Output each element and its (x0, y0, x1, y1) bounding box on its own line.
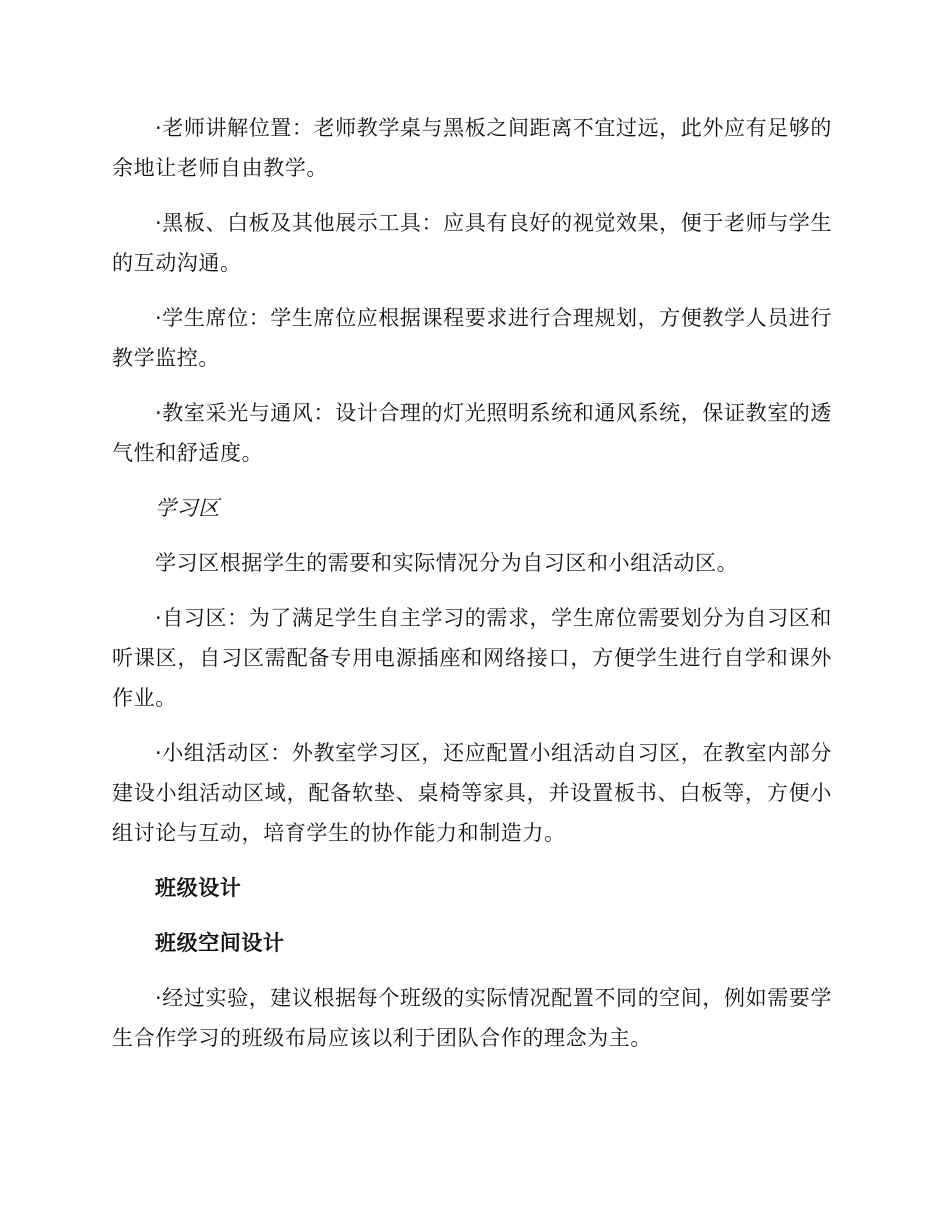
paragraph-teacher-position: ·老师讲解位置：老师教学桌与黑板之间距离不宜过远，此外应有足够的余地让老师自由教学。 (112, 116, 832, 180)
paragraph-lighting-ventilation: ·教室采光与通风：设计合理的灯光照明系统和通风系统，保证教室的透气性和舒适度。 (112, 401, 832, 465)
paragraph-student-seats: ·学生席位：学生席位应根据课程要求进行合理规划，方便教学人员进行教学监控。 (112, 306, 832, 370)
study-area-heading: 学习区 (155, 496, 220, 520)
class-design-heading: 班级设计 (155, 876, 242, 900)
paragraph-self-study-area: ·自习区：为了满足学生自主学习的需求，学生席位需要划分为自习区和听课区，自习区需配备专用电源插座和网络接口，方便学生进行自学和课外作业。 (112, 606, 832, 710)
paragraph-class-space: ·经过实验，建议根据每个班级的实际情况配置不同的空间，例如需要学生合作学习的班级布局应该以利于团队合作的理念为主。 (112, 986, 832, 1050)
paragraph-display-tools: ·黑板、白板及其他展示工具：应具有良好的视觉效果，便于老师与学生的互动沟通。 (112, 211, 832, 275)
paragraph-group-activity-area: ·小组活动区：外教室学习区，还应配置小组活动自习区，在教室内部分建设小组活动区域，配备软垫、桌椅等家具，并设置板书、白板等，方便小组讨论与互动，培育学生的协作能力和制造力。 (112, 741, 832, 845)
study-area-intro: 学习区根据学生的需要和实际情况分为自习区和小组活动区。 (155, 551, 739, 575)
document-body (112, 108, 832, 1073)
class-space-heading: 班级空间设计 (155, 931, 285, 955)
